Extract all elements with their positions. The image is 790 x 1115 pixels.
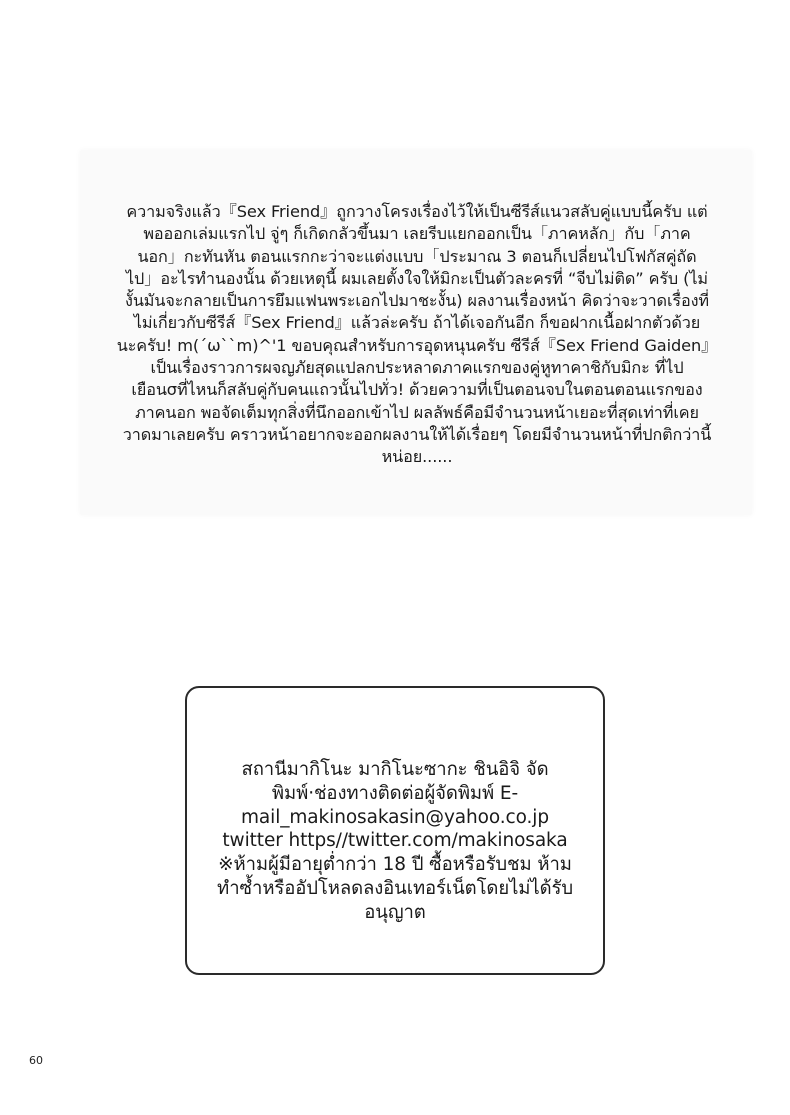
colophon-text: สถานีมากิโนะ มากิโนะซากะ ชินอิจิ จัด พิมพ์·ช่องทางติดต่อผู้จัดพิมพ์ E- mail_makinosakasin@yahoo.co.jp twitter https//twitter.com/makinosaka ※ห้ามผู้มีอายุต่ำกว่า 18 ปี ซื้อหรือรับชม ห้าม ทำซ้ำหรืออัปโหลดลงอินเทอร์เน็ตโดยไม่ได้รับ อนุญาต	[217, 759, 573, 923]
page-number: 60	[29, 1054, 43, 1067]
afterword-text: ความจริงแล้ว『Sex Friend』ถูกวางโครงเรื่องไว้ให้เป็นซีรีส์แนวสลับคู่แบบนี้ครับ แต่ พอออกเล่มแรกไป จู่ๆ ก็เกิดกลัวขึ้นมา เลยรีบแยกออกเป็น「ภาคหลัก」กับ「ภาค นอก」กะทันหัน ตอนแรกกะว่าจะแต่งแบบ「ประมาณ 3 ตอนก็เปลี่ยนไปโฟกัสคู่ถัด ไป」อะไรทำนองนั้น ด้วยเหตุนี้ ผมเลยตั้งใจให้มิกะเป็นตัวละครที่ “จีบไม่ติด” ครับ (ไม่ งั้นมันจะกลายเป็นการยึมแฟนพระเอกไปมาชะงั้น) ผลงานเรื่องหน้า คิดว่าจะวาดเรื่องที่ ไม่เกี่ยวกับซีรีส์『Sex Friend』แล้วล่ะครับ ถ้าได้เจอกันอีก ก็ขอฝากเนื้อฝากตัวด้วย นะครับ! m(´ω``m)^'1 ขอบคุณสำหรับการอุดหนุนครับ ซีรีส์『Sex Friend Gaiden』 เป็นเรื่องราวการผจญภัยสุดแปลกประหลาดภาคแรกของคู่หูทาคาชิกับมิกะ ที่ไป เยือนσที่ไหนก็สลับคู่กับคนแถวนั้นไปทั่ว! ด้วยความที่เป็นตอนจบในตอนตอนแรกของ ภาคนอก พอจัดเต็มทุกสิ่งที่นึกออกเข้าไป ผลลัพธ์คือมีจำนวนหน้าเยอะที่สุดเท่าที่เคย วาดมาเลยครับ คราวหน้าอยากจะออกผลงานให้ได้เรื่อยๆ โดยมีจำนวนหน้าที่ปกติกว่านี้ หน่อย......	[116, 202, 718, 467]
